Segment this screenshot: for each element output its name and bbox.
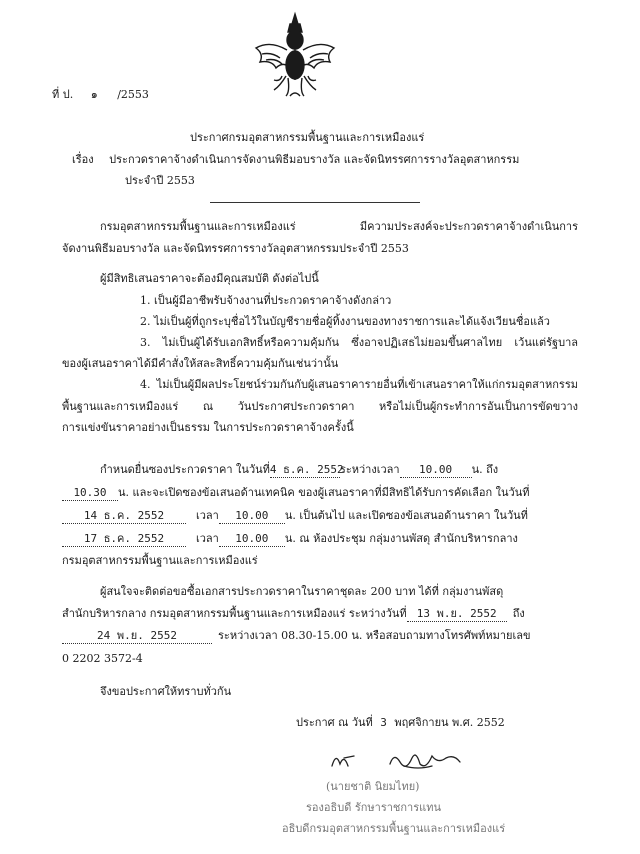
qualification-4-line-3: การแข่งขันราคาอย่างเป็นธรรม ในการประกวดราคาจ้างครั้งนี้	[62, 421, 354, 434]
qualification-1: 1. เป็นผู้มีอาชีพรับจ้างงานที่ประกวดราคาจ้างดังกล่าว	[140, 294, 392, 307]
announcement-title: ประกาศกรมอุตสาหกรรมพื้นฐานและการเหมืองแร่	[190, 131, 425, 144]
purchase-period-label: สำนักบริหารกลาง กรมอุตสาหกรรมพื้นฐานและการเหมืองแร่ ระหว่างวันที่	[62, 607, 407, 620]
doc-number-prefix: ที่ ป.	[52, 88, 74, 101]
closing-notice: จึงขอประกาศให้ทราบทั่วกัน	[100, 685, 232, 698]
price-time-label: เวลา	[196, 532, 219, 545]
announce-date-label: ประกาศ ณ วันที่	[296, 716, 373, 729]
schedule-submit-label: กำหนดยื่นซองประกวดราคา ในวันที่	[100, 463, 270, 476]
signatory-position: รองอธิบดี รักษาราชการแทน	[306, 801, 441, 814]
purchase-line-3	[62, 629, 531, 644]
technical-open-date: 14 ธ.ค. 2552	[62, 509, 186, 524]
price-open-date: 17 ธ.ค. 2552	[62, 532, 186, 547]
schedule-line-3	[62, 509, 528, 524]
announce-day: 3	[380, 716, 387, 729]
subject-label: เรื่อง	[72, 153, 94, 166]
schedule-time-label: ระหว่างเวลา	[339, 463, 400, 476]
subject-line-1	[72, 153, 519, 167]
announce-month-year: พฤศจิกายน พ.ศ. 2552	[394, 716, 505, 729]
schedule-line-5: กรมอุตสาหกรรมพื้นฐานและการเหมืองแร่	[62, 554, 258, 567]
submit-time-end: 10.30	[62, 486, 118, 501]
technical-open-text: น. และจะเปิดซองข้อเสนอด้านเทคนิค ของผู้เสนอราคาที่มีสิทธิได้รับการคัดเลือก ในวันที่	[118, 486, 530, 499]
qualification-4-line-2: พื้นฐานและการเหมืองแร่ ณ วันประกาศประกวดราคา หรือไม่เป็นผู้กระทำการอันเป็นการขัดขวาง	[62, 400, 578, 413]
doc-number-suffix: /2553	[117, 88, 149, 101]
document-number	[52, 88, 149, 102]
submit-time-start: 10.00	[400, 463, 472, 478]
technical-time-label: เวลา	[196, 509, 219, 522]
handwritten-signature-icon	[320, 744, 490, 776]
purchase-line-2	[62, 607, 525, 622]
price-open-text: น. เป็นต้นไป และเปิดซองข้อเสนอด้านราคา ในวันที่	[284, 509, 528, 522]
purchase-until: ถึง	[512, 607, 525, 620]
contact-phone: 0 2202 3572-4	[62, 652, 143, 665]
meeting-room-text: น. ณ ห้องประชุม กลุ่มงานพัสดุ สำนักบริหารกลาง	[284, 532, 518, 545]
purchase-start-date: 13 พ.ย. 2552	[407, 607, 507, 622]
technical-open-time: 10.00	[219, 509, 285, 524]
intro-line-2: จัดงานพิธีมอบรางวัล และจัดนิทรรศการรางวัลอุตสาหกรรมประจำปี 2553	[62, 242, 409, 255]
qualification-4-line-1: 4. ไม่เป็นผู้มีผลประโยชน์ร่วมกันกับผู้เสนอราคารายอื่นที่เข้าเสนอราคาให้แก่กรมอุตสาหกรรม	[140, 378, 578, 391]
qualification-2: 2. ไม่เป็นผู้ที่ถูกระบุชื่อไว้ในบัญชีรายชื่อผู้ทิ้งงานของทางราชการและได้แจ้งเวียนชื่อแล้ว	[140, 315, 550, 328]
signatory-name: (นายชาติ นิยมไทย)	[326, 780, 420, 793]
schedule-line-1	[100, 463, 498, 478]
schedule-line-4	[62, 532, 518, 547]
qualification-3-line-1: 3. ไม่เป็นผู้ได้รับเอกสิทธิ์หรือความคุ้มกัน ซึ่งอาจปฏิเสธไม่ยอมขึ้นศาลไทย เว้นแต่รัฐบาล	[140, 336, 578, 349]
subject-line-2: ประจำปี 2553	[125, 174, 195, 187]
qualification-heading: ผู้มีสิทธิเสนอราคาจะต้องมีคุณสมบัติ ดังต่อไปนี้	[100, 272, 319, 285]
title-divider	[210, 202, 420, 203]
subject-text-1: ประกวดราคาจ้างดำเนินการจัดงานพิธีมอบรางวัล และจัดนิทรรศการรางวัลอุตสาหกรรม	[109, 153, 520, 166]
intro-line-1: กรมอุตสาหกรรมพื้นฐานและการเหมืองแร่ มีความประสงค์จะประกวดราคาจ้างดำเนินการ	[100, 220, 578, 233]
purchase-line-1: ผู้สนใจจะติดต่อขอซื้อเอกสารประกวดราคาในราคาชุดละ 200 บาท ได้ที่ กลุ่มงานพัสดุ	[100, 585, 504, 598]
purchase-hours-text: ระหว่างเวลา 08.30-15.00 น. หรือสอบถามทางโทรศัพท์หมายเลข	[218, 629, 531, 642]
purchase-end-date: 24 พ.ย. 2552	[62, 629, 212, 644]
announce-date-line	[296, 716, 505, 730]
garuda-seal-icon	[250, 10, 340, 100]
price-open-time: 10.00	[219, 532, 285, 547]
submit-date: 4 ธ.ค. 2552	[269, 463, 344, 476]
qualification-3-line-2: ของผู้เสนอราคาได้มีคำสั่งให้สละสิทธิ์ความคุ้มกันเช่นว่านั้น	[62, 357, 339, 370]
doc-number-handwritten: ๑	[90, 88, 98, 101]
schedule-until: น. ถึง	[471, 463, 499, 476]
schedule-line-2	[62, 486, 530, 501]
signatory-organization: อธิบดีกรมอุตสาหกรรมพื้นฐานและการเหมืองแร่	[282, 822, 506, 835]
